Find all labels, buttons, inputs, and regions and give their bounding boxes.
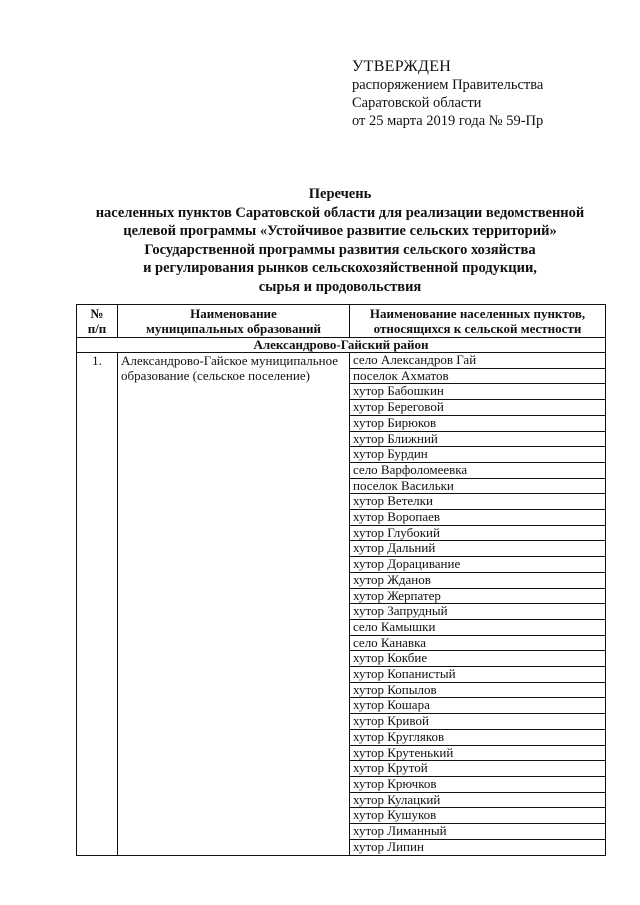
heading-line: Государственной программы развития сельского хозяйства (144, 241, 536, 258)
locality-name: хутор Бурдин (350, 447, 606, 463)
locality-name: село Александров Гай (350, 353, 606, 369)
locality-name: хутор Ближний (350, 431, 606, 447)
locality-name: хутор Лиманный (350, 824, 606, 840)
municipality-name: Александрово-Гайское муниципальное образование (сельское поселение) (118, 353, 350, 856)
locality-name: поселок Ахматов (350, 368, 606, 384)
locality-name: хутор Кругляков (350, 729, 606, 745)
locality-name: хутор Береговой (350, 400, 606, 416)
locality-name: хутор Бабошкин (350, 384, 606, 400)
locality-name: хутор Дорацивание (350, 557, 606, 573)
document-title: Перечень (308, 186, 372, 202)
district-name: Александрово-Гайский район (77, 338, 606, 353)
header-number-text: № п/п (87, 306, 107, 336)
row-number: 1. (77, 353, 118, 856)
locality-name: хутор Жданов (350, 572, 606, 588)
district-row (77, 338, 606, 353)
heading-line: целевой программы «Устойчивое развитие сельских территорий» (123, 223, 557, 239)
approval-line: Саратовской области (352, 95, 482, 111)
locality-name: село Камышки (350, 619, 606, 635)
heading-line: сырья и продовольствия (258, 278, 422, 295)
header-number (77, 305, 118, 338)
localities-table (76, 304, 606, 856)
document-heading (60, 185, 620, 296)
locality-name: село Канавка (350, 635, 606, 651)
locality-name: хутор Ветелки (350, 494, 606, 510)
heading-line: и регулирования рынков сельскохозяйственной продукции, (143, 260, 537, 276)
locality-name: хутор Жерпатер (350, 588, 606, 604)
locality-name: хутор Копылов (350, 682, 606, 698)
locality-name: хутор Кокбие (350, 651, 606, 667)
approval-block (352, 58, 543, 130)
locality-name: поселок Васильки (350, 478, 606, 494)
header-municipality (118, 305, 350, 338)
locality-name: хутор Крутой (350, 761, 606, 777)
header-localities-text: Наименование населенных пунктов, относящихся к сельской местности (369, 306, 586, 336)
locality-name: хутор Дальний (350, 541, 606, 557)
locality-name: хутор Глубокий (350, 525, 606, 541)
locality-name: хутор Кошара (350, 698, 606, 714)
locality-name: хутор Воропаев (350, 510, 606, 526)
locality-name: хутор Липин (350, 839, 606, 855)
approval-line: распоряжением Правительства (352, 77, 544, 93)
approval-line: от 25 марта 2019 года № 59-Пр (352, 113, 544, 129)
table-row (77, 353, 606, 369)
locality-name: хутор Копанистый (350, 667, 606, 683)
locality-name: хутор Кушуков (350, 808, 606, 824)
locality-name: хутор Крутенький (350, 745, 606, 761)
table-header-row (77, 305, 606, 338)
locality-name: хутор Кулацкий (350, 792, 606, 808)
locality-name: хутор Запрудный (350, 604, 606, 620)
header-localities (350, 305, 606, 338)
locality-name: село Варфоломеевка (350, 462, 606, 478)
locality-name: хутор Кривой (350, 714, 606, 730)
locality-name: хутор Крючков (350, 776, 606, 792)
heading-line: населенных пунктов Саратовской области для реализации ведомственной (95, 204, 585, 221)
locality-name: хутор Бирюков (350, 415, 606, 431)
header-municipality-text: Наименование муниципальных образований (145, 306, 322, 336)
approval-stamp: УТВЕРЖДЕН (352, 58, 452, 75)
